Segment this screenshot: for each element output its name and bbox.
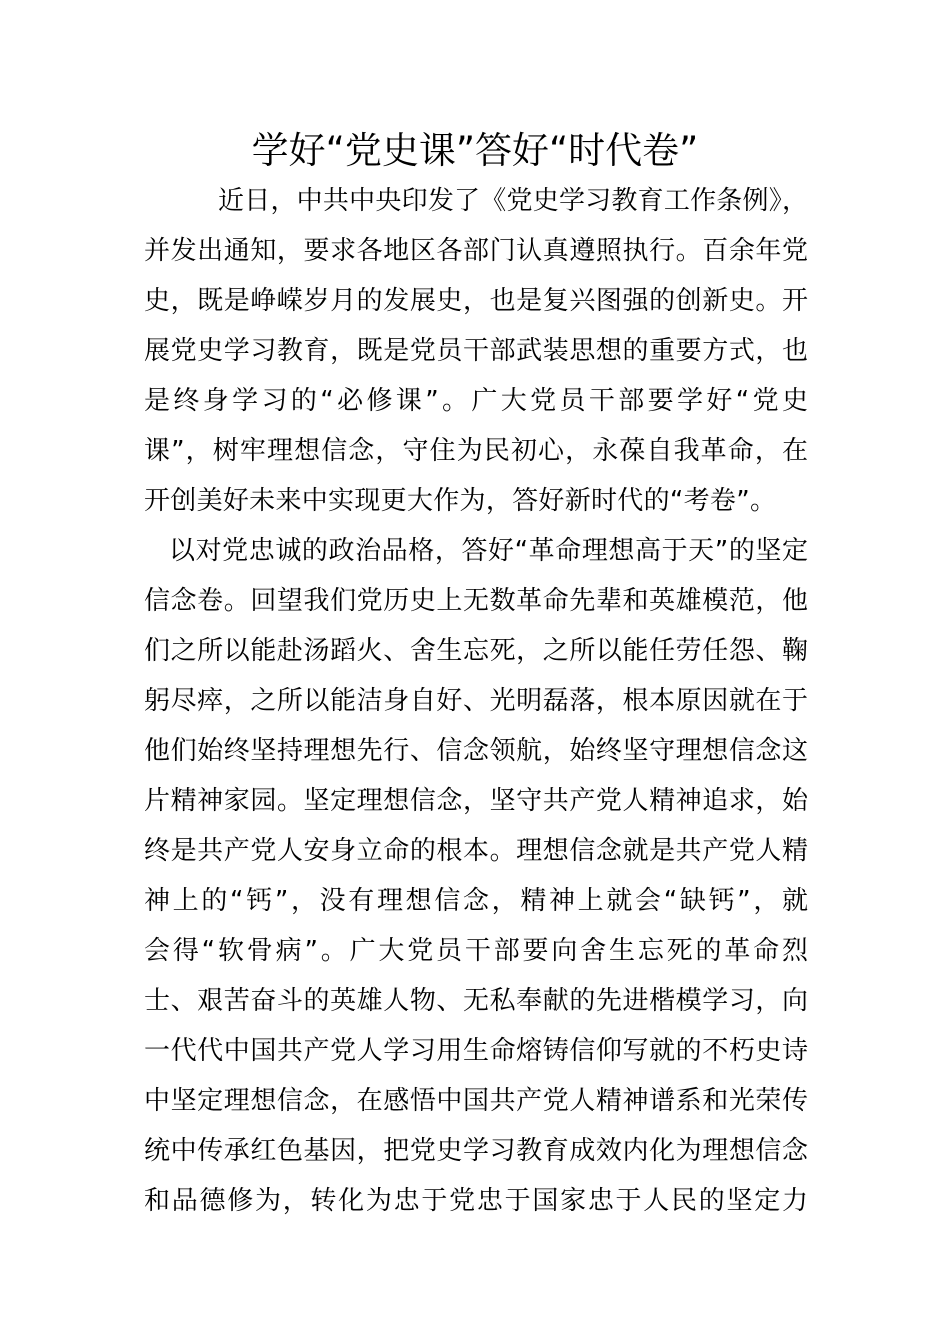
paragraph-2-line-8: 神上的“钙”，没有理想信念，精神上就会“缺钙”，就 [144,886,808,916]
paragraph-2-line-11: 一代代中国共产党人学习用生命熔铸信仰写就的不朽史诗 [144,1036,808,1066]
paragraph-2-line-13: 统中传承红色基因，把党史学习教育成效内化为理想信念 [144,1136,808,1166]
paragraph-1-line-7: 开创美好未来中实现更大作为，答好新时代的“考卷”。 [144,486,776,516]
paragraph-2-line-5: 他们始终坚持理想先行、信念领航，始终坚守理想信念这 [144,736,808,766]
paragraph-1-line-1: 近日，中共中央印发了《党史学习教育工作条例》， [218,186,808,216]
paragraph-1-line-6: 课”，树牢理想信念，守住为民初心，永葆自我革命，在 [144,436,808,466]
paragraph-2-line-4: 躬尽瘁，之所以能洁身自好、光明磊落，根本原因就在于 [144,686,808,716]
paragraph-1-line-4: 展党史学习教育，既是党员干部武装思想的重要方式，也 [144,336,808,366]
paragraph-2-line-9: 会得“软骨病”。广大党员干部要向舍生忘死的革命烈 [144,936,808,966]
paragraph-1-line-5: 是终身学习的“必修课”。广大党员干部要学好“党史 [144,386,808,416]
paragraph-1-line-3: 史，既是峥嵘岁月的发展史，也是复兴图强的创新史。开 [144,286,808,316]
paragraph-2-line-3: 们之所以能赴汤蹈火、舍生忘死，之所以能任劳任怨、鞠 [144,636,808,666]
paragraph-2-line-1: 以对党忠诚的政治品格，答好“革命理想高于天”的坚定 [169,536,808,566]
paragraph-2-line-10: 士、艰苦奋斗的英雄人物、无私奉献的先进楷模学习，向 [144,986,808,1016]
paragraph-2-line-6: 片精神家园。坚定理想信念，坚守共产党人精神追求，始 [144,786,808,816]
document-title: 学好“党史课”答好“时代卷” [251,129,699,172]
paragraph-2-line-14: 和品德修为，转化为忠于党忠于国家忠于人民的坚定力 [144,1186,808,1216]
paragraph-1-line-2: 并发出通知，要求各地区各部门认真遵照执行。百余年党 [144,236,808,266]
paragraph-2-line-12: 中坚定理想信念，在感悟中国共产党人精神谱系和光荣传 [144,1086,808,1116]
paragraph-2-line-2: 信念卷。回望我们党历史上无数革命先辈和英雄模范，他 [144,586,808,616]
paragraph-2-line-7: 终是共产党人安身立命的根本。理想信念就是共产党人精 [144,836,808,866]
